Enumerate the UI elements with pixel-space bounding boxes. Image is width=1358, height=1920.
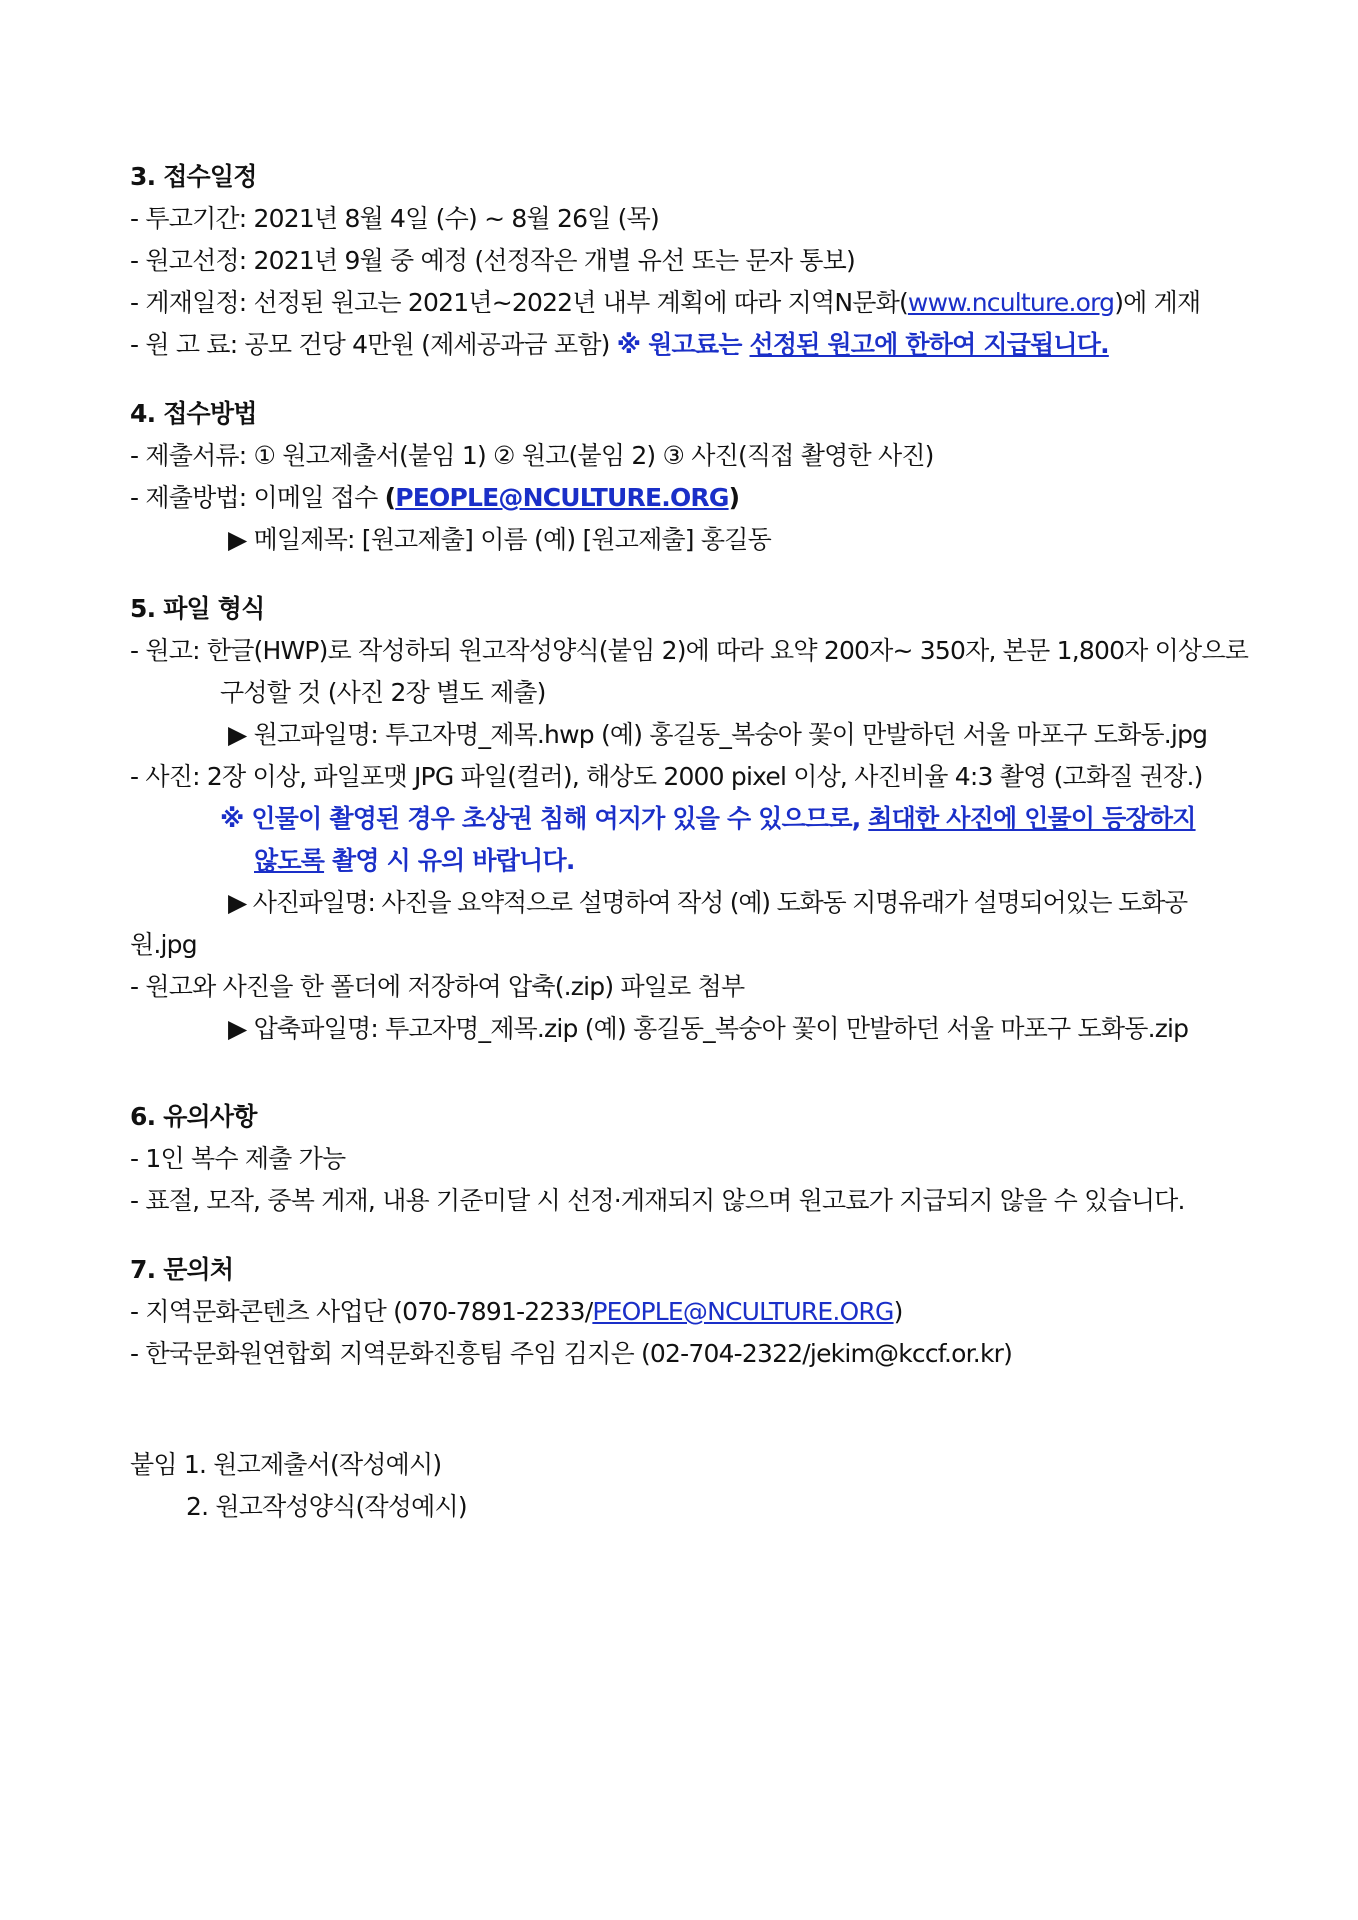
contact-1-text-b: ) [893,1297,903,1326]
contact-email-link[interactable]: PEOPLE@NCULTURE.ORG [592,1297,894,1326]
schedule-publication [130,285,1200,321]
method-documents: - 제출서류: ① 원고제출서(붙임 1) ② 원고(붙임 2) ③ 사진(직접 촬영한 사진) [130,441,934,470]
format-photo: - 사진: 2장 이상, 파일포맷 JPG 파일(컬러), 해상도 2000 pixel 이상, 사진비율 4:3 촬영 (고화질 권장.) [130,762,1203,791]
schedule-submission-period: - 투고기간: 2021년 8월 4일 (수) ~ 8월 26일 (목) [130,204,659,233]
nculture-link[interactable]: www.nculture.org [907,288,1115,317]
photo-notice-d: 촬영 시 유의 바랍니다. [324,846,575,875]
method-submission [130,480,739,516]
section-3-heading: 3. 접수일정 [130,162,257,191]
fee-text: - 원 고 료: 공모 건당 4만원 (제세공과금 포함) [130,330,617,359]
section-4-heading: 4. 접수방법 [130,399,257,428]
attachment-2: 2. 원고작성양식(작성예시) [186,1492,467,1521]
fee-notice-a: ※ 원고료는 [616,330,750,359]
photo-notice-a: ※ 인물이 촬영된 경우 초상권 침해 여지가 있을 수 있으므로, [220,804,869,833]
photo-notice-b: 최대한 사진에 인물이 등장하지 [868,804,1196,833]
contact-1-text-a: - 지역문화콘텐츠 사업단 (070-7891-2233/ [130,1297,593,1326]
paren-close: ) [728,483,740,512]
schedule-selection: - 원고선정: 2021년 9월 중 예정 (선정작은 개별 유선 또는 문자 통보) [130,246,855,275]
attachment-1: 붙임 1. 원고제출서(작성예시) [130,1450,442,1479]
section-5-heading: 5. 파일 형식 [130,594,265,623]
contact-1 [130,1294,903,1330]
publication-text-a: - 게재일정: 선정된 원고는 2021년~2022년 내부 계획에 따라 지역N문화( [130,288,908,317]
format-photo-filename: ▶ 사진파일명: 사진을 요약적으로 설명하여 작성 (예) 도화동 지명유래가 설명되어있는 도화공 [228,888,1187,917]
format-manuscript: - 원고: 한글(HWP)로 작성하되 원고작성양식(붙임 2)에 따라 요약 200자~ 350자, 본문 1,800자 이상으로 [130,636,1249,665]
schedule-fee [130,327,1109,363]
format-manuscript-filename: ▶ 원고파일명: 투고자명_제목.hwp (예) 홍길동_복숭아 꽃이 만발하던 서울 마포구 도화동.jpg [228,720,1208,749]
section-6-heading: 6. 유의사항 [130,1102,257,1131]
photo-notice-line2 [254,843,575,879]
notes-multiple: - 1인 복수 제출 가능 [130,1144,346,1173]
photo-notice-line1 [220,801,1196,837]
format-zip: - 원고와 사진을 한 폴더에 저장하여 압축(.zip) 파일로 첨부 [130,972,745,1001]
format-manuscript-cont: 구성할 것 (사진 2장 별도 제출) [220,678,546,707]
format-photo-filename-cont: 원.jpg [130,930,197,959]
section-7-heading: 7. 문의처 [130,1255,234,1284]
publication-text-b: )에 게재 [1114,288,1201,317]
photo-notice-c: 않도록 [254,846,325,875]
email-link[interactable]: PEOPLE@NCULTURE.ORG [395,483,729,512]
method-submission-text: - 제출방법: 이메일 접수 [130,483,385,512]
notes-plagiarism: - 표절, 모작, 중복 게재, 내용 기준미달 시 선정·게재되지 않으며 원고료가 지급되지 않을 수 있습니다. [130,1186,1185,1215]
format-zip-filename: ▶ 압축파일명: 투고자명_제목.zip (예) 홍길동_복숭아 꽃이 만발하던 서울 마포구 도화동.zip [228,1014,1189,1043]
contact-2: - 한국문화원연합회 지역문화진흥팀 주임 김지은 (02-704-2322/jekim@kccf.or.kr) [130,1339,1013,1368]
paren-open: ( [384,483,396,512]
fee-notice-b: 선정된 원고에 한하여 지급됩니다. [749,330,1109,359]
method-mail-subject: ▶ 메일제목: [원고제출] 이름 (예) [원고제출] 홍길동 [228,525,771,554]
